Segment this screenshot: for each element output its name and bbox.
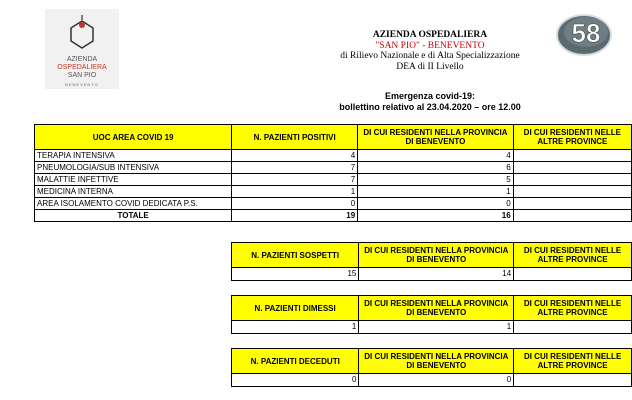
row-name: PNEUMOLOGIA/SUB INTENSIVA bbox=[35, 162, 232, 174]
covid-area-table bbox=[34, 124, 632, 222]
sospetti-table bbox=[231, 242, 632, 281]
sospetti-header-bn: DI CUI RESIDENTI NELLA PROVINCIA DI BENEVENTO bbox=[359, 243, 514, 268]
dimessi-table bbox=[231, 295, 632, 334]
row-bn: 1 bbox=[358, 186, 514, 198]
header-line-4: DEA di II Livello bbox=[396, 62, 464, 72]
row-altre bbox=[513, 198, 631, 210]
row-altre bbox=[513, 150, 631, 162]
row-name: MALATTIE INFETTIVE bbox=[35, 174, 232, 186]
logo-text-3: SAN PIO bbox=[67, 72, 97, 79]
total-label: TOTALE bbox=[35, 210, 232, 222]
header-residenti-bn: DI CUI RESIDENTI NELLA PROVINCIA DI BENEVENTO bbox=[358, 125, 514, 150]
row-altre bbox=[513, 186, 631, 198]
total-row bbox=[35, 210, 632, 222]
row-bn: 6 bbox=[358, 162, 514, 174]
row-bn: 5 bbox=[358, 174, 514, 186]
deceduti-header-altre: DI CUI RESIDENTI NELLE ALTRE PROVINCE bbox=[514, 349, 632, 374]
subtitle-line-1: Emergenza covid-19: bbox=[384, 91, 476, 101]
deceduti-header-bn: DI CUI RESIDENTI NELLA PROVINCIA DI BENEVENTO bbox=[359, 349, 514, 374]
header-line-2: "SAN PIO" - BENEVENTO bbox=[375, 41, 485, 51]
row-positivi: 7 bbox=[232, 162, 358, 174]
dimessi-value-altre bbox=[514, 321, 632, 334]
row-positivi: 1 bbox=[232, 186, 358, 198]
row-bn: 0 bbox=[358, 198, 514, 210]
hospital-logo bbox=[45, 9, 119, 89]
row-altre bbox=[513, 174, 631, 186]
table-row bbox=[35, 162, 632, 174]
sospetti-value: 15 bbox=[232, 268, 359, 281]
header-line-1: AZIENDA OSPEDALIERA bbox=[372, 30, 488, 40]
dimessi-header-altre: DI CUI RESIDENTI NELLE ALTRE PROVINCE bbox=[514, 296, 632, 321]
logo-text-1: AZIENDA bbox=[66, 56, 98, 63]
header-line-3: di Rilievo Nazionale e di Alta Specializzazione bbox=[340, 51, 520, 61]
deceduti-value-bn: 0 bbox=[359, 374, 514, 387]
logo-text-4: BENEVENTO bbox=[65, 82, 99, 87]
sospetti-header: N. PAZIENTI SOSPETTI bbox=[232, 243, 359, 268]
row-bn: 4 bbox=[358, 150, 514, 162]
dimessi-value-bn: 1 bbox=[359, 321, 514, 334]
row-positivi: 4 bbox=[232, 150, 358, 162]
row-positivi: 7 bbox=[232, 174, 358, 186]
header-positivi: N. PAZIENTI POSITIVI bbox=[232, 125, 358, 150]
hospital-logo-icon bbox=[68, 13, 96, 53]
deceduti-value-altre bbox=[514, 374, 632, 387]
channel-badge-text: 58 bbox=[571, 18, 601, 48]
table-row bbox=[35, 150, 632, 162]
dimessi-header: N. PAZIENTI DIMESSI bbox=[232, 296, 359, 321]
logo-text-2: OSPEDALIERA bbox=[57, 64, 107, 71]
sospetti-value-altre bbox=[514, 268, 632, 281]
deceduti-table bbox=[231, 348, 632, 387]
row-name: TERAPIA INTENSIVA bbox=[35, 150, 232, 162]
dimessi-value: 1 bbox=[232, 321, 359, 334]
sospetti-value-bn: 14 bbox=[359, 268, 514, 281]
deceduti-header: N. PAZIENTI DECEDUTI bbox=[232, 349, 359, 374]
row-altre bbox=[513, 162, 631, 174]
table-row bbox=[35, 198, 632, 210]
dimessi-header-bn: DI CUI RESIDENTI NELLA PROVINCIA DI BENEVENTO bbox=[359, 296, 514, 321]
row-name: MEDICINA INTERNA bbox=[35, 186, 232, 198]
table-row bbox=[35, 186, 632, 198]
table-row bbox=[35, 174, 632, 186]
row-name: AREA ISOLAMENTO COVID DEDICATA P.S. bbox=[35, 198, 232, 210]
sospetti-header-altre: DI CUI RESIDENTI NELLE ALTRE PROVINCE bbox=[514, 243, 632, 268]
header-residenti-altre: DI CUI RESIDENTI NELLE ALTRE PROVINCE bbox=[513, 125, 631, 150]
row-positivi: 0 bbox=[232, 198, 358, 210]
total-positivi: 19 bbox=[232, 210, 358, 222]
subtitle-line-2: bollettino relativo al 23.04.2020 – ore 12.00 bbox=[339, 102, 521, 112]
channel-badge bbox=[550, 8, 622, 58]
deceduti-value: 0 bbox=[232, 374, 359, 387]
total-altre bbox=[513, 210, 631, 222]
header-uoc: UOC AREA COVID 19 bbox=[35, 125, 232, 150]
total-bn: 16 bbox=[358, 210, 514, 222]
